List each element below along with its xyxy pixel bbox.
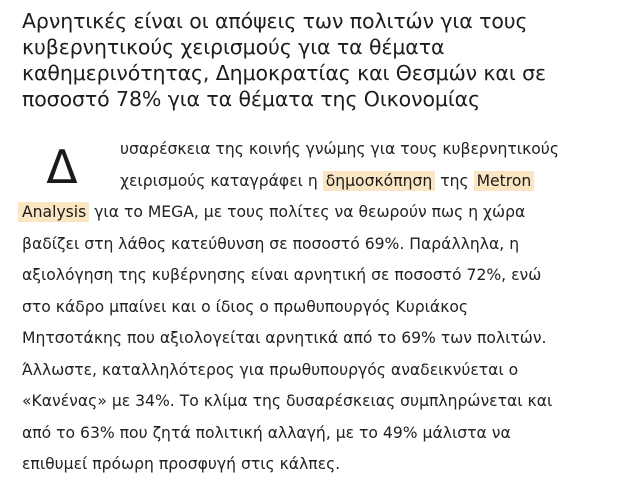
body-line: «Κανένας» με 34%. Το κλίμα της δυσαρέσκειας συμπληρώνεται και <box>22 392 553 410</box>
body-line: από το 63% που ζητά πολιτική αλλαγή, με το 49% μάλιστα να <box>22 423 511 442</box>
body-line: επιθυμεί πρόωρη προσφυγή στις κάλπες. <box>22 455 341 473</box>
article-body <box>22 134 622 481</box>
body-line: αξιολόγηση της κυβέρνησης είναι αρνητική σε ποσοστό 72%, ενώ <box>22 266 542 284</box>
metron-analysis-link[interactable]: Analysis <box>18 202 89 222</box>
headline-line: κυβερνητικούς χειρισμούς για τα θέματα <box>22 35 445 59</box>
headline-line: καθημερινότητας, Δημοκρατίας και Θεσμών και σε <box>22 61 546 85</box>
body-text: υσαρέσκεια της κοινής γνώμης για τους κυβερνητικούς <box>120 140 559 158</box>
body-line: βαδίζει στη λάθος κατεύθυνση σε ποσοστό 69%. Παράλληλα, η <box>22 234 520 253</box>
article-headline <box>22 8 622 112</box>
body-text: της <box>435 171 474 190</box>
body-text: χειρισμούς καταγράφει η <box>120 171 323 190</box>
headline-line: ποσοστό 78% για τα θέματα της Οικονομίας <box>22 87 481 111</box>
headline-line: Αρνητικές είναι οι απόψεις των πολιτών για τους <box>22 9 528 33</box>
body-line: Άλλωστε, καταλληλότερος για πρωθυπουργός αναδεικνύεται ο <box>22 360 519 379</box>
body-line <box>22 166 622 198</box>
body-line <box>22 197 622 229</box>
drop-cap: Δ <box>46 140 78 194</box>
body-line <box>22 134 622 166</box>
body-line: Μητσοτάκης που αξιολογείται αρνητικά από το 69% των πολιτών. <box>22 329 547 347</box>
metron-analysis-link[interactable]: Metron <box>474 171 535 191</box>
body-line: στο κάδρο μπαίνει και ο ίδιος ο πρωθυπουργός Κυριάκος <box>22 297 469 316</box>
body-text: για το MEGA, με τους πολίτες να θεωρούν πως η χώρα <box>89 203 526 221</box>
poll-link[interactable]: δημοσκόπηση <box>323 171 436 191</box>
